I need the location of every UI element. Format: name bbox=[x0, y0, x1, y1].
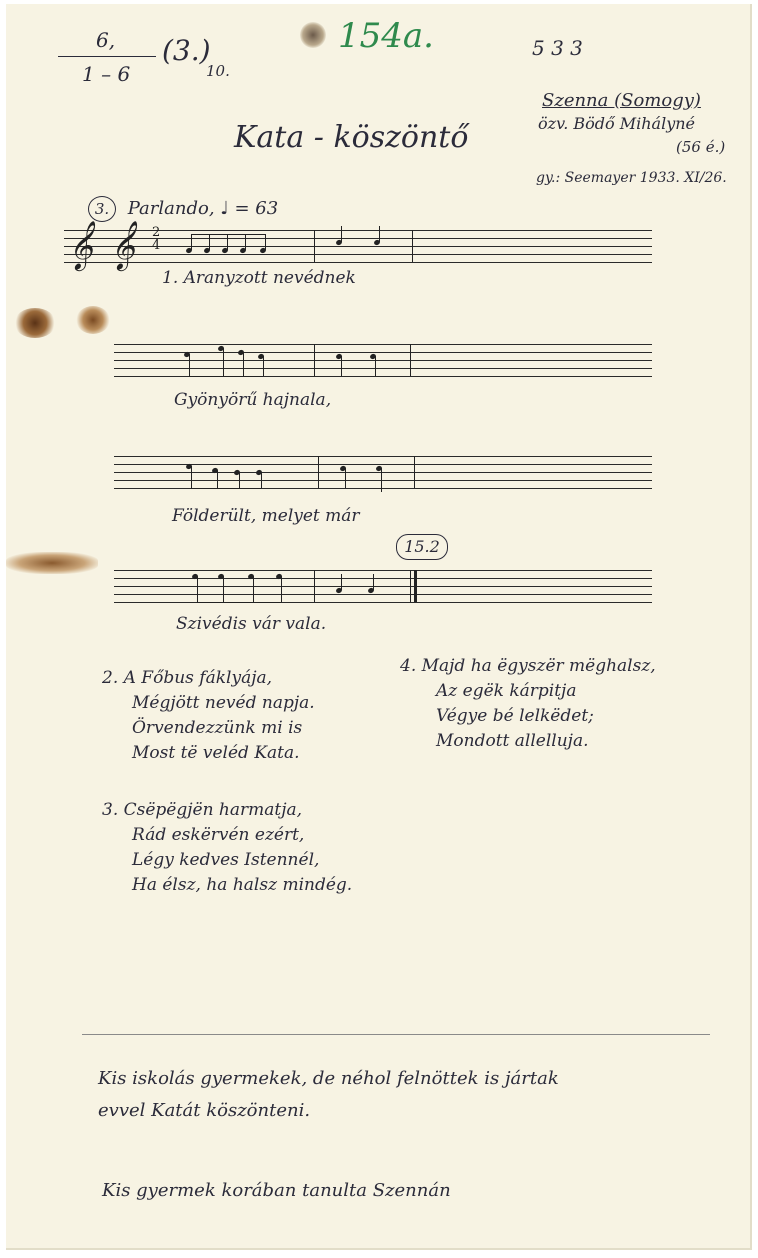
bracket-subscript: 10. bbox=[206, 62, 230, 80]
rust-stain-mid bbox=[76, 306, 110, 334]
verse-4 bbox=[400, 656, 656, 756]
source-collector: gy.: Seemayer 1933. XI/26. bbox=[536, 170, 727, 186]
verse-line: Rád eskërvén ezért, bbox=[132, 825, 305, 845]
verse-2 bbox=[102, 668, 315, 768]
lyric-line-1: 1. Aranyzott nevédnek bbox=[162, 268, 356, 288]
note-line-1: Kis iskolás gyermekek, de néhol felnöttek is jártak bbox=[98, 1068, 559, 1089]
fraction-top: 6, bbox=[96, 28, 116, 52]
measure-label bbox=[396, 534, 448, 560]
note-line-2: evvel Katát köszönteni. bbox=[98, 1100, 311, 1121]
manuscript-page bbox=[6, 4, 752, 1250]
tempo-marking bbox=[88, 196, 278, 222]
music-staff-4 bbox=[114, 570, 652, 604]
fraction-line bbox=[58, 56, 156, 57]
lyric-line-4: Szivédis vár vala. bbox=[176, 614, 327, 634]
lyric-line-3: Földerült, melyet már bbox=[172, 506, 360, 526]
music-staff-1 bbox=[64, 220, 652, 269]
ink-stain bbox=[300, 22, 326, 48]
right-code-text: 5 3 3 bbox=[532, 36, 583, 60]
rust-stain-left bbox=[14, 308, 56, 338]
verse-line: Örvendezzünk mi is bbox=[132, 718, 303, 738]
note-line-3: Kis gyermek korában tanulta Szennán bbox=[102, 1180, 451, 1201]
tempo-number: 3. bbox=[88, 196, 116, 222]
verse-line: Ha élsz, ha halsz mindég. bbox=[132, 875, 353, 895]
verse-line: Az egëk kárpitja bbox=[436, 681, 577, 701]
lyric-line-2: Gyönyörű hajnala, bbox=[174, 390, 332, 410]
verse-line: Légy kedves Istennél, bbox=[132, 850, 320, 870]
song-title: Kata - köszöntő bbox=[234, 120, 469, 155]
rust-stain-string bbox=[6, 552, 98, 574]
divider-line bbox=[82, 1034, 710, 1035]
source-place: Szenna (Somogy) bbox=[542, 90, 701, 111]
verse-line: 4. Majd ha ëgyszër mëghalsz, bbox=[400, 656, 656, 676]
source-singer: özv. Bödő Mihályné bbox=[538, 114, 695, 133]
verse-line: 2. A Főbus fáklyája, bbox=[102, 668, 273, 688]
fraction-bottom: 1 – 6 bbox=[82, 62, 131, 86]
treble-clef-icon: 𝄞 bbox=[110, 220, 135, 269]
treble-clef-icon: 𝄞 bbox=[68, 220, 93, 269]
verse-line: Végye bé lelkëdet; bbox=[436, 706, 594, 726]
music-staff-2 bbox=[114, 344, 652, 378]
tempo-text: Parlando, ♩ = 63 bbox=[127, 198, 279, 219]
verse-line: 3. Csëpëgjën harmatja, bbox=[102, 800, 303, 820]
bracket-number: (3.) bbox=[162, 34, 211, 67]
verse-3 bbox=[102, 800, 352, 900]
right-code bbox=[532, 36, 583, 60]
music-staff-3 bbox=[114, 456, 652, 490]
verse-line: Mondott allelluja. bbox=[436, 731, 589, 751]
measure-label-circle: 15.2 bbox=[396, 534, 448, 560]
verse-line: Mégjött nevéd napja. bbox=[132, 693, 315, 713]
time-signature: 2 4 bbox=[152, 225, 161, 253]
source-age: (56 é.) bbox=[676, 138, 726, 156]
catalog-number: 154a. bbox=[338, 16, 434, 56]
verse-line: Most të veléd Kata. bbox=[132, 743, 300, 763]
